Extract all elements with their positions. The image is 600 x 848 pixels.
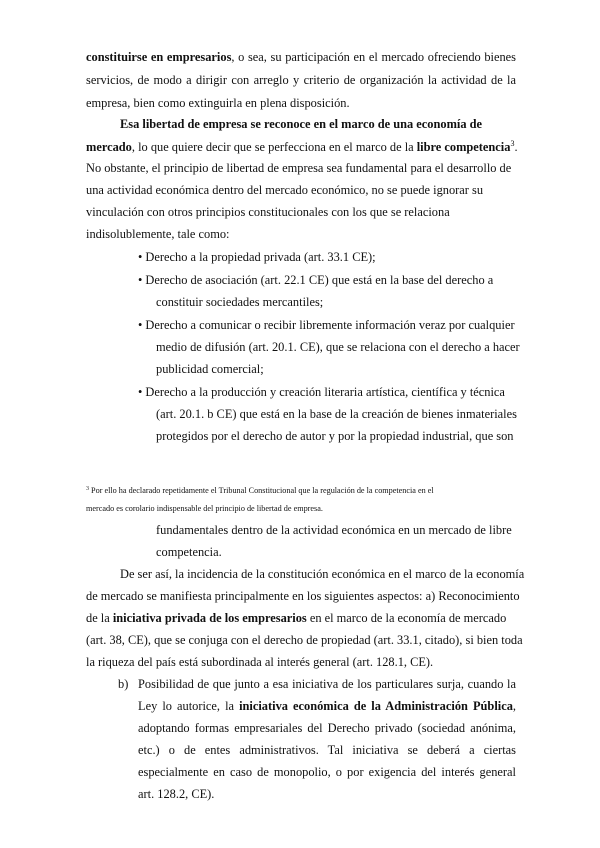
bullet-item-cont: medio de difusión (art. 20.1. CE), que se relaciona con el derecho a hacer (156, 340, 520, 354)
bullet-item-cont: constituir sociedades mercantiles; (156, 295, 324, 309)
bullet-item-cont: competencia. (156, 545, 222, 559)
bullet-item-cont: protegidos por el derecho de autor y por la propiedad industrial, que son (156, 429, 514, 443)
footnote-number: 3 (86, 486, 89, 492)
text-span: , (512, 699, 516, 713)
bullet-item: • Derecho a la propiedad privada (art. 33.1 CE); (138, 250, 376, 264)
bullet-item-cont: publicidad comercial; (156, 362, 264, 376)
paragraph-line: (art. 38, CE), que se conjuga con el derecho de propiedad (art. 33.1, citado), si bien toda (86, 633, 523, 647)
paragraph-line: No obstante, el principio de libertad de empresa sea fundamental para el desarrollo de (86, 161, 512, 175)
text-span: . (514, 140, 518, 154)
paragraph-line: adoptando formas empresariales del Derecho privado (sociedad anónima, (138, 721, 516, 735)
paragraph-line: una actividad económica dentro del mercado económico, no se puede ignorar su (86, 183, 484, 197)
paragraph-line: art. 128.2, CE). (138, 787, 215, 801)
paragraph-line (86, 139, 518, 155)
paragraph-line: especialmente en caso de monopolio, o por exigencia del interés general (138, 765, 516, 779)
paragraph-line: servicios, de modo a dirigir con arreglo y criterio de organización la actividad de la (86, 73, 516, 87)
paragraph-line: etc.) o de entes administrativos. Tal iniciativa se deberá a ciertas (138, 743, 516, 757)
footnote (86, 485, 434, 497)
paragraph-line: la riqueza del país está subordinada al interés general (art. 128.1, CE). (86, 655, 434, 669)
bullet-item: • Derecho a comunicar o recibir libremente información veraz por cualquier (138, 318, 515, 332)
bold-term: iniciativa económica de la Administración Pública (239, 699, 513, 713)
footnote-text: Por ello ha declarado repetidamente el Tribunal Constitucional que la regulación de la competencia en el (89, 486, 434, 495)
footnote-cont: mercado es corolario indispensable del principio de libertad de empresa. (86, 504, 323, 513)
bold-heading: Esa libertad de empresa se reconoce en el marco de una economía de (120, 117, 483, 131)
paragraph-line: empresa, bien como extinguirla en plena disposición. (86, 96, 350, 110)
text-span: , lo que quiere decir que se perfecciona en el marco de la (131, 140, 417, 154)
bold-term: iniciativa privada de los empresarios (112, 611, 307, 625)
paragraph-line (120, 116, 482, 132)
bullet-item: • Derecho a la producción y creación literaria artística, científica y técnica (138, 385, 505, 399)
bold-term: constituirse en empresarios (86, 50, 232, 64)
paragraph-line: vinculación con otros principios constitucionales con los que se relaciona (86, 205, 450, 219)
bullet-item-cont: (art. 20.1. b CE) que está en la base de la creación de bienes inmateriales (156, 407, 517, 421)
list-label: b) (118, 677, 129, 691)
text-span: en el marco de la economía de mercado (306, 611, 507, 625)
bullet-item-cont: fundamentales dentro de la actividad económica en un mercado de libre (156, 523, 512, 537)
paragraph-line (86, 610, 506, 626)
paragraph-line: De ser así, la incidencia de la constitución económica en el marco de la economía (120, 567, 525, 581)
text-span: , o sea, su participación en el mercado ofreciendo bienes (231, 50, 516, 64)
bullet-item: • Derecho de asociación (art. 22.1 CE) que está en la base del derecho a (138, 273, 494, 287)
paragraph-line: indisolublemente, tale como: (86, 227, 230, 241)
paragraph-line: de mercado se manifiesta principalmente en los siguientes aspectos: a) Reconocimiento (86, 589, 520, 603)
text-span: Ley lo autorice, la (138, 699, 240, 713)
bold-term: mercado (86, 140, 132, 154)
footnote-ref: 3 (510, 139, 515, 148)
bold-term: libre competencia (416, 140, 511, 154)
paragraph-line: Posibilidad de que junto a esa iniciativa de los particulares surja, cuando la (138, 677, 516, 691)
paragraph-line (86, 49, 516, 65)
text-span: de la (86, 611, 113, 625)
paragraph-line (138, 698, 516, 714)
